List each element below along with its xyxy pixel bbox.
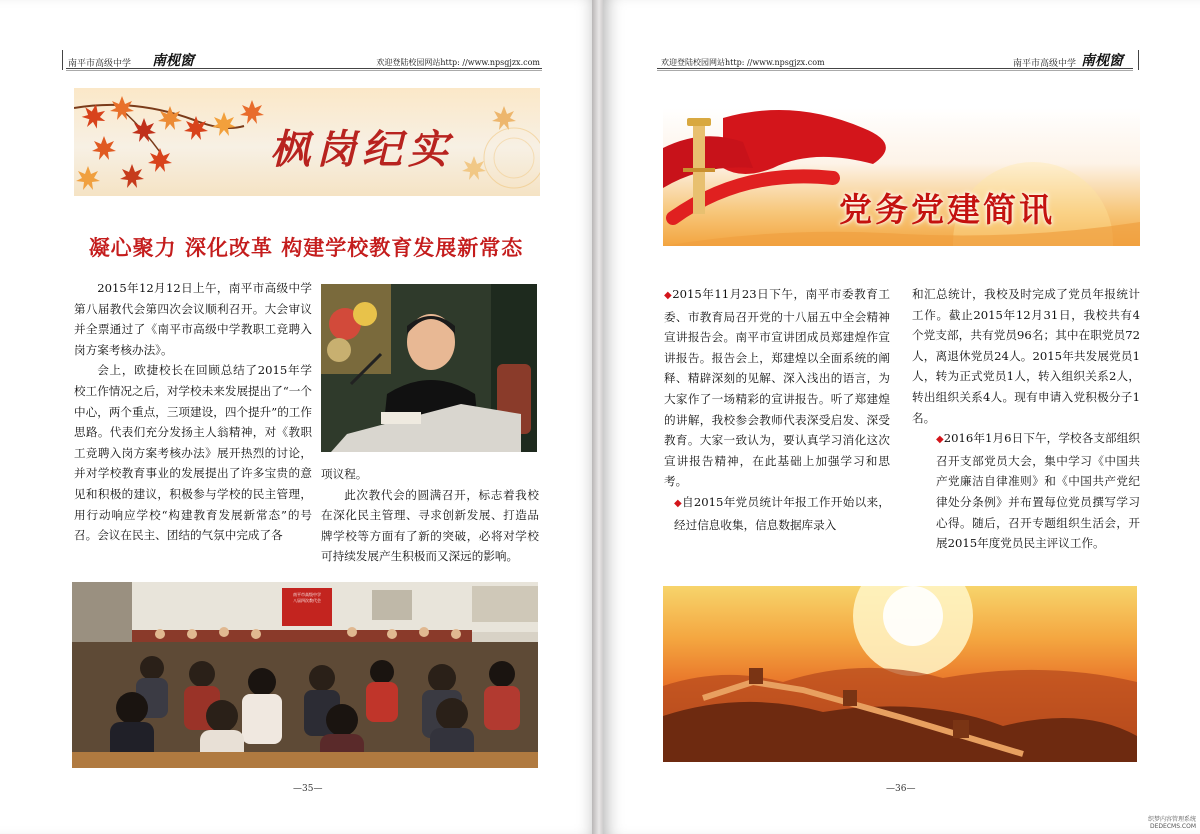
article-headline: 凝心聚力 深化改革 构建学校教育发展新常态 xyxy=(88,235,524,260)
paragraph: 2015年12月12日上午，南平市高级中学第八届教代会第四次会议顺利召开。大会审议并全票通过了《南平市高级中学教职工竞聘入岗方案考核办法》。 xyxy=(74,281,312,357)
bullet-diamond-icon: ◆ xyxy=(674,497,682,509)
watermark-credit: 织梦内容管理系统 DEDECMS.COM xyxy=(1147,816,1196,830)
bullet-diamond-icon: ◆ xyxy=(664,290,673,301)
header-school-name: 南平市高级中学 xyxy=(1013,59,1077,69)
header-school-name: 南平市高级中学 xyxy=(68,59,132,69)
news-column-2 xyxy=(912,284,1140,554)
left-header xyxy=(66,46,542,76)
news-column-1 xyxy=(662,284,890,535)
news-item: ◆2015年11月23日下午，南平市委教育工委、市教育局召开党的十八届五中全会精神宣讲报告会。南平市宣讲团成员郑建煌作宣讲报告。报告会上，郑建煌以全面系统的阐释、精辟深刻的见解、深入浅出的语言，为大家作了一场精彩的宣讲报告。听了郑建煌的讲解，我校参会教师代表深受启发、深受教育。大家一致认为，要认真学习消化这次宣讲报告精神，在此基础上加强学习和思考。 xyxy=(664,287,890,489)
page-number: —35— xyxy=(293,784,323,794)
page-number: —36— xyxy=(886,784,916,794)
news-item: ◆2016年1月6日下午，学校各支部组织召开支部党员大会，集中学习《中国共产党廉洁自律准则》和《中国共产党纪律处分条例》并布置每位党员撰写学习心得。随后，召开专题组织生活会，开展2015年度党员民主评议工作。 xyxy=(936,431,1140,551)
header-logo: 南枧窗 xyxy=(1081,53,1123,69)
header-website: 欢迎登陆校园网站http: //www.npsgjzx.com xyxy=(661,58,825,67)
article-column-1 xyxy=(74,278,312,546)
page-36 xyxy=(603,0,1200,834)
meeting-banner-text: 南平市高级中学 八届四次教代会 xyxy=(293,592,321,603)
photo-principal-speaking xyxy=(321,284,537,452)
page-35 xyxy=(0,0,598,834)
section-title: 党务党建简讯 xyxy=(839,190,1055,229)
news-item: ◆自2015年党员统计年报工作开始以来，经过信息收集，信息数据库录入 xyxy=(674,494,890,532)
photo-meeting-hall xyxy=(72,582,538,768)
header-website: 欢迎登陆校园网站http: //www.npsgjzx.com xyxy=(376,58,540,67)
paragraph: 和汇总统计，我校及时完成了党员年报统计工作。截止2015年12月31日，我校共有4个党支部，共有党员96名；其中在职党员72人，离退休党员24人。2015年共发展党员1人，转为正式党员1人，转入组织关系2人，转出组织关系4人。现有申请入党积极分子1名。 xyxy=(912,287,1140,425)
section-banner-fenggang xyxy=(74,88,540,196)
header-logo: 南枧窗 xyxy=(152,53,194,69)
section-banner-party xyxy=(663,108,1140,246)
right-header xyxy=(657,46,1133,76)
photo-great-wall-sunrise xyxy=(663,586,1137,762)
meeting-photo-image xyxy=(72,582,538,768)
bullet-diamond-icon: ◆ xyxy=(936,434,944,446)
paragraph: 会上，欧捷校长在回顾总结了2015年学校工作情况之后，对学校未来发展提出了“一个中心，两个重点，三项建设，四个提升”的工作思路。代表们充分发扬主人翁精神，对《教职工竞聘入岗方案考核办法》展开热烈的讨论，并对学校教育事业的发展提出了许多宝贵的意见和积极的建议，积极参与学校的民主管理，用行动响应学校“构建教育发展新常态”的号召。会议在民主、团结的气氛中完成了各 xyxy=(74,363,312,543)
great-wall-image xyxy=(663,586,1137,762)
paragraph: 此次教代会的圆满召开，标志着我校在深化民主管理、寻求创新发展、打造品牌学校等方面有了新的突破，必将对学校可持续发展产生积极而又深远的影响。 xyxy=(321,487,539,564)
paragraph: 项议程。 xyxy=(321,467,368,481)
section-title: 枫岗纪实 xyxy=(270,126,454,173)
article-column-2 xyxy=(321,464,539,567)
principal-photo-image xyxy=(321,284,537,452)
